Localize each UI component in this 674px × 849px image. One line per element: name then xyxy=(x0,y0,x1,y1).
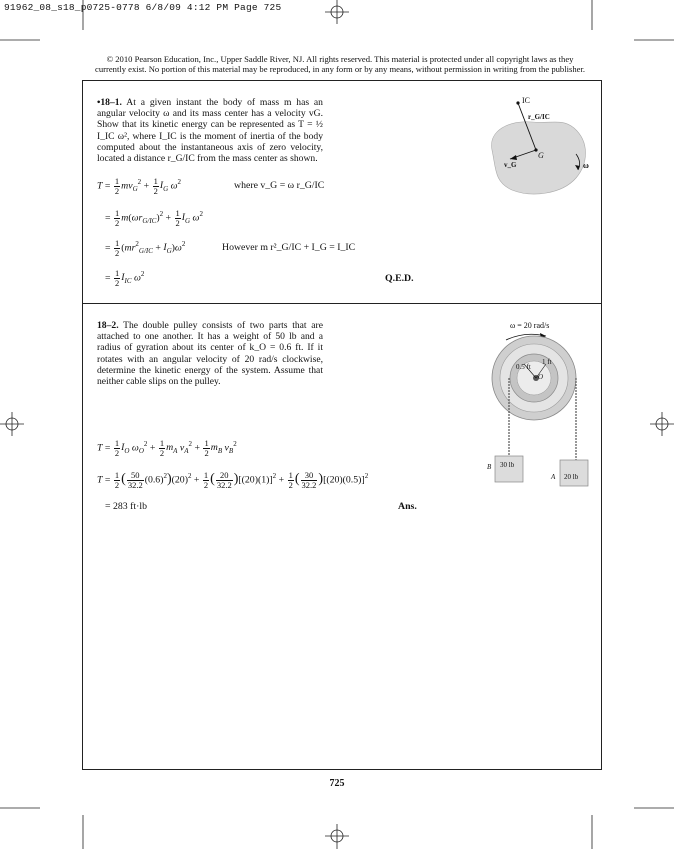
outer-radius-label: 1 ft xyxy=(542,358,552,366)
a-label: A xyxy=(551,473,556,481)
b-label: B xyxy=(487,463,492,471)
vg-label: v_G xyxy=(504,161,517,169)
equation-1-where: where v_G = ω r_G/IC xyxy=(234,180,325,191)
copyright-notice: © 2010 Pearson Education, Inc., Upper Saddle River, NJ. All rights reserved. This material is protected under all copyright laws as they currently exist. No portion of this material may be reproduced, in any form or by any means, without permission in writing from the publisher. xyxy=(95,54,585,74)
weight-b xyxy=(495,456,523,482)
problem-2-number: 18–2. xyxy=(97,320,119,331)
problem-1-number: •18–1. xyxy=(97,97,122,108)
problem-2-text: The double pulley consists of two parts that are attached to one another. It has a weight of 50 lb and a radius of gyration about its center of k_O = 0.6 ft. If it rotates with an angular velocity of 20 rad/s clockwise, determine the kinetic energy of the system. Assume that neither cable slips on the pulley. xyxy=(97,320,323,388)
printer-slug-line: 91962_08_s18_p0725-0778 6/8/09 4:12 PM Page 725 xyxy=(4,2,282,13)
equation-1-line-3: = $\frac{1}{2}$ $(mr^2_{G/IC} + I_G)\omega^2$ xyxy=(105,237,186,258)
answer-label: Ans. xyxy=(398,501,417,512)
rigid-body-figure xyxy=(470,92,595,207)
equation-1-line-4: = $\frac{1}{2}$ $I_{IC}$ $\omega^2$ xyxy=(105,267,145,288)
result-value: = 283 ft·lb xyxy=(105,501,147,512)
weight-b-label: 30 lb xyxy=(500,461,515,469)
o-label: O xyxy=(538,373,544,381)
ic-point xyxy=(516,101,519,104)
g-label: G xyxy=(538,151,544,160)
equation-1-line-2: = $\frac{1}{2}$ $m(\omega r_{G/IC})^2$ + $\frac{1}{2}$ $I_G$ $\omega^2$ xyxy=(105,207,203,228)
registration-target-left xyxy=(0,412,24,436)
qed-label: Q.E.D. xyxy=(385,273,414,284)
problem-divider xyxy=(82,303,602,304)
registration-target-top xyxy=(325,0,349,24)
problem-2-statement xyxy=(97,320,323,387)
problem-1-text: At a given instant the body of mass m has an angular velocity ω and its mass center has a velocity vG. Show that its kinetic energy can be represented as T = ½ I_IC ω², where I_IC is the moment of inertia of the body computed about the instantaneous axis of zero velocity, located a distance r_G/IC from the mass center as shown. xyxy=(97,97,323,165)
page-number: 725 xyxy=(329,778,345,789)
ic-label: IC xyxy=(522,96,530,105)
equation-1-line-1: T = $\frac{1}{2}$ $mv_G^2$ + $\frac{1}{2}$ $I_G$ $\omega^2$ xyxy=(97,175,182,196)
inner-radius-label: 0.5 ft xyxy=(516,363,531,371)
double-pulley-figure xyxy=(480,318,595,493)
problem-1-statement xyxy=(97,97,323,164)
omega-label: ω xyxy=(583,161,589,170)
equation-2-line-2: T = $\frac{1}{2}$ ( $\frac{50}{32.2}$ $(0.6)^2)(20)^2$ + $\frac{1}{2}$ ( $\frac{20}{32.2}$ )$[(20)(1)]^2$ + $\frac{1}{2}$ ( $\frac{30}{32.2}$ )$[(20)(0.5)]^2$ xyxy=(97,469,369,490)
equation-2-line-1: T = $\frac{1}{2}$ $I_O$ $\omega_O^2$ + $\frac{1}{2}$ $m_A$ $v_A^2$ + $\frac{1}{2}$ $m_B$ $v_B^2$ xyxy=(97,437,237,458)
pulley-omega-label: ω = 20 rad/s xyxy=(510,321,550,330)
registration-target-bottom xyxy=(325,824,349,849)
weight-a-label: 20 lb xyxy=(564,473,579,481)
equation-1-however: However m r²_G/IC + I_G = I_IC xyxy=(222,242,356,253)
registration-target-right xyxy=(650,412,674,436)
r-label: r_G/IC xyxy=(528,113,550,121)
